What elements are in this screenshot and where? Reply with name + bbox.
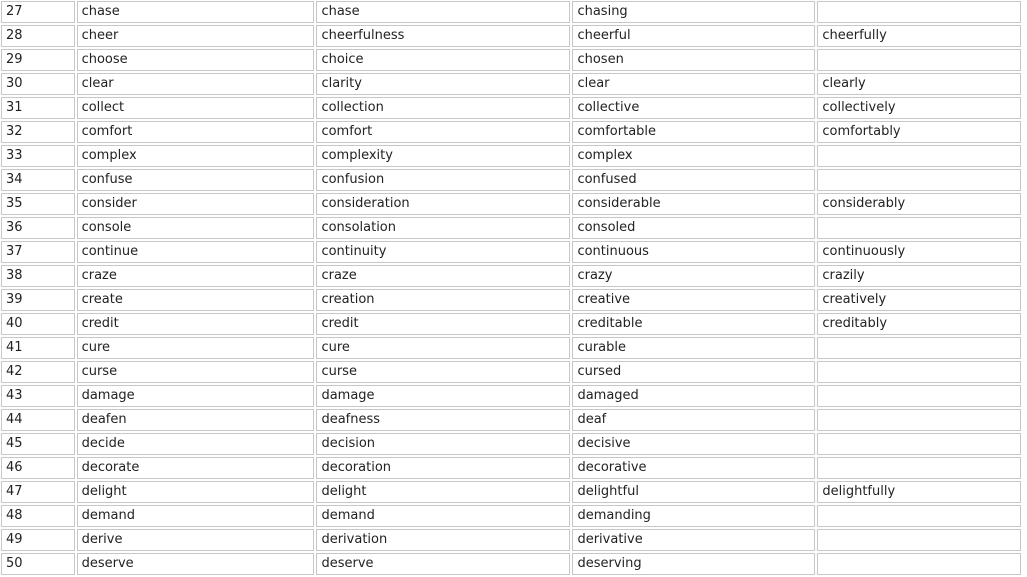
row-number-cell: 45	[1, 433, 75, 455]
table-row	[1, 73, 1021, 95]
noun-cell: confusion	[316, 169, 570, 191]
noun-cell: chase	[316, 1, 570, 23]
noun-cell: consideration	[316, 193, 570, 215]
noun-cell: decision	[316, 433, 570, 455]
adjective-cell: clear	[572, 73, 815, 95]
row-number-cell: 37	[1, 241, 75, 263]
row-number-cell: 34	[1, 169, 75, 191]
adverb-cell	[817, 553, 1021, 575]
row-number-cell: 31	[1, 97, 75, 119]
verb-cell: create	[77, 289, 315, 311]
adverb-cell: considerably	[817, 193, 1021, 215]
noun-cell: damage	[316, 385, 570, 407]
adverb-cell	[817, 49, 1021, 71]
verb-cell: cure	[77, 337, 315, 359]
verb-cell: decide	[77, 433, 315, 455]
table-row	[1, 1, 1021, 23]
adjective-cell: cursed	[572, 361, 815, 383]
noun-cell: collection	[316, 97, 570, 119]
table-row	[1, 121, 1021, 143]
table-row	[1, 553, 1021, 575]
table-row	[1, 25, 1021, 47]
verb-cell: continue	[77, 241, 315, 263]
adjective-cell: curable	[572, 337, 815, 359]
adverb-cell: crazily	[817, 265, 1021, 287]
adverb-cell	[817, 217, 1021, 239]
verb-cell: deserve	[77, 553, 315, 575]
adjective-cell: decisive	[572, 433, 815, 455]
verb-cell: complex	[77, 145, 315, 167]
adverb-cell	[817, 337, 1021, 359]
verb-cell: consider	[77, 193, 315, 215]
row-number-cell: 36	[1, 217, 75, 239]
adverb-cell	[817, 145, 1021, 167]
verb-cell: damage	[77, 385, 315, 407]
table-row	[1, 49, 1021, 71]
table-row	[1, 457, 1021, 479]
table-row	[1, 193, 1021, 215]
noun-cell: curse	[316, 361, 570, 383]
verb-cell: cheer	[77, 25, 315, 47]
adjective-cell: decorative	[572, 457, 815, 479]
noun-cell: deserve	[316, 553, 570, 575]
verb-cell: curse	[77, 361, 315, 383]
table-row	[1, 241, 1021, 263]
noun-cell: consolation	[316, 217, 570, 239]
table-row	[1, 337, 1021, 359]
adverb-cell	[817, 1, 1021, 23]
table-row	[1, 289, 1021, 311]
verb-cell: clear	[77, 73, 315, 95]
row-number-cell: 41	[1, 337, 75, 359]
table-row	[1, 217, 1021, 239]
row-number-cell: 27	[1, 1, 75, 23]
adverb-cell: continuously	[817, 241, 1021, 263]
noun-cell: clarity	[316, 73, 570, 95]
adjective-cell: creative	[572, 289, 815, 311]
adjective-cell: continuous	[572, 241, 815, 263]
row-number-cell: 42	[1, 361, 75, 383]
noun-cell: creation	[316, 289, 570, 311]
row-number-cell: 30	[1, 73, 75, 95]
noun-cell: demand	[316, 505, 570, 527]
adverb-cell: creatively	[817, 289, 1021, 311]
noun-cell: craze	[316, 265, 570, 287]
adverb-cell	[817, 433, 1021, 455]
noun-cell: delight	[316, 481, 570, 503]
verb-cell: demand	[77, 505, 315, 527]
verb-cell: decorate	[77, 457, 315, 479]
row-number-cell: 29	[1, 49, 75, 71]
adjective-cell: delightful	[572, 481, 815, 503]
row-number-cell: 47	[1, 481, 75, 503]
adverb-cell: comfortably	[817, 121, 1021, 143]
adverb-cell: cheerfully	[817, 25, 1021, 47]
table-row	[1, 385, 1021, 407]
adverb-cell: creditably	[817, 313, 1021, 335]
noun-cell: complexity	[316, 145, 570, 167]
adjective-cell: deaf	[572, 409, 815, 431]
row-number-cell: 46	[1, 457, 75, 479]
verb-cell: comfort	[77, 121, 315, 143]
row-number-cell: 38	[1, 265, 75, 287]
table-row	[1, 313, 1021, 335]
adjective-cell: deserving	[572, 553, 815, 575]
row-number-cell: 33	[1, 145, 75, 167]
noun-cell: deafness	[316, 409, 570, 431]
table-row	[1, 361, 1021, 383]
adjective-cell: demanding	[572, 505, 815, 527]
row-number-cell: 50	[1, 553, 75, 575]
noun-cell: credit	[316, 313, 570, 335]
adjective-cell: collective	[572, 97, 815, 119]
adjective-cell: complex	[572, 145, 815, 167]
noun-cell: choice	[316, 49, 570, 71]
noun-cell: decoration	[316, 457, 570, 479]
row-number-cell: 49	[1, 529, 75, 551]
adverb-cell: clearly	[817, 73, 1021, 95]
verb-cell: delight	[77, 481, 315, 503]
verb-cell: chase	[77, 1, 315, 23]
verb-cell: collect	[77, 97, 315, 119]
table-row	[1, 169, 1021, 191]
table-row	[1, 97, 1021, 119]
verb-cell: credit	[77, 313, 315, 335]
adverb-cell: delightfully	[817, 481, 1021, 503]
adverb-cell	[817, 457, 1021, 479]
adjective-cell: cheerful	[572, 25, 815, 47]
row-number-cell: 43	[1, 385, 75, 407]
adverb-cell	[817, 361, 1021, 383]
verb-cell: choose	[77, 49, 315, 71]
row-number-cell: 39	[1, 289, 75, 311]
table-row	[1, 409, 1021, 431]
verb-cell: derive	[77, 529, 315, 551]
verb-cell: craze	[77, 265, 315, 287]
adjective-cell: damaged	[572, 385, 815, 407]
adjective-cell: creditable	[572, 313, 815, 335]
verb-cell: confuse	[77, 169, 315, 191]
row-number-cell: 48	[1, 505, 75, 527]
adjective-cell: chosen	[572, 49, 815, 71]
noun-cell: cheerfulness	[316, 25, 570, 47]
verb-cell: deafen	[77, 409, 315, 431]
adjective-cell: chasing	[572, 1, 815, 23]
adverb-cell	[817, 385, 1021, 407]
adverb-cell	[817, 505, 1021, 527]
noun-cell: continuity	[316, 241, 570, 263]
noun-cell: comfort	[316, 121, 570, 143]
adjective-cell: confused	[572, 169, 815, 191]
row-number-cell: 28	[1, 25, 75, 47]
adjective-cell: crazy	[572, 265, 815, 287]
table-body	[1, 1, 1021, 575]
table-row	[1, 433, 1021, 455]
noun-cell: derivation	[316, 529, 570, 551]
adverb-cell: collectively	[817, 97, 1021, 119]
adjective-cell: considerable	[572, 193, 815, 215]
adverb-cell	[817, 169, 1021, 191]
row-number-cell: 44	[1, 409, 75, 431]
table-row	[1, 481, 1021, 503]
row-number-cell: 35	[1, 193, 75, 215]
adjective-cell: comfortable	[572, 121, 815, 143]
table-row	[1, 529, 1021, 551]
table-row	[1, 505, 1021, 527]
row-number-cell: 32	[1, 121, 75, 143]
adjective-cell: consoled	[572, 217, 815, 239]
adverb-cell	[817, 409, 1021, 431]
table-row	[1, 265, 1021, 287]
verb-cell: console	[77, 217, 315, 239]
noun-cell: cure	[316, 337, 570, 359]
adjective-cell: derivative	[572, 529, 815, 551]
adverb-cell	[817, 529, 1021, 551]
table-row	[1, 145, 1021, 167]
row-number-cell: 40	[1, 313, 75, 335]
